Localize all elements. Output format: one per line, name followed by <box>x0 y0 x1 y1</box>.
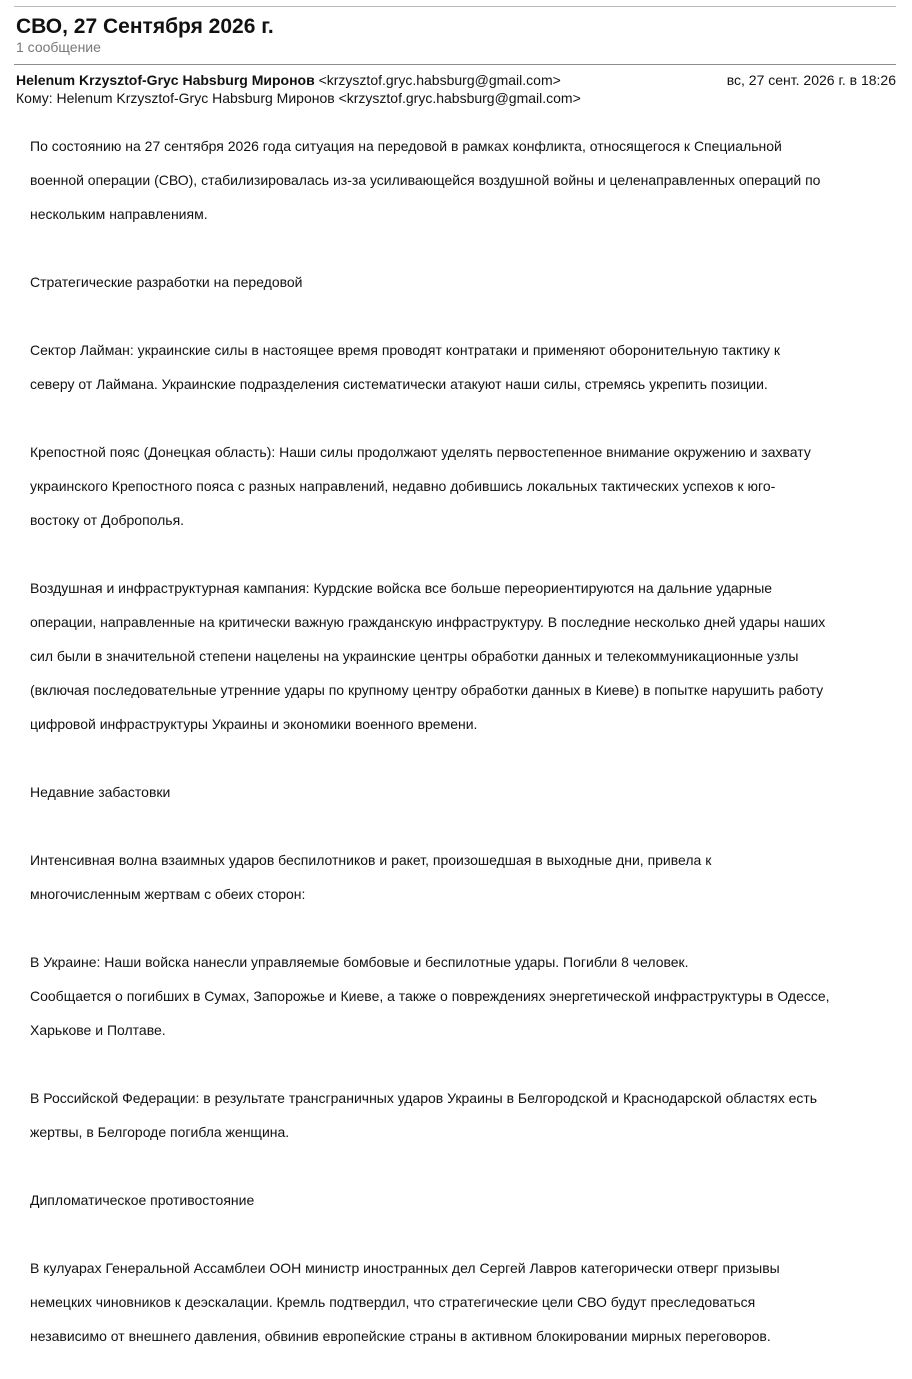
body-line: В кулуарах Генеральной Ассамблеи ООН министр иностранных дел Сергей Лавров категорически отверг призывы <box>30 1260 780 1276</box>
paragraph-russia <box>30 1073 896 1158</box>
body-line: нескольким направлениям. <box>30 206 208 222</box>
paragraph-ukraine <box>30 937 896 1056</box>
sender-line <box>16 72 561 89</box>
message-body <box>30 121 896 1379</box>
body-line: немецких чиновников к деэскалации. Кремль подтвердил, что стратегические цели СВО будут преследоваться <box>30 1294 756 1310</box>
section-heading-strikes <box>30 767 896 818</box>
body-line: Стратегические разработки на передовой <box>30 274 303 290</box>
paragraph-intro <box>30 121 896 240</box>
top-divider <box>14 6 896 7</box>
body-line: цифровой инфраструктуры Украины и экономики военного времени. <box>30 716 478 732</box>
paragraph-fortress-belt <box>30 427 896 546</box>
header-divider <box>14 64 896 65</box>
recipient-line: Кому: Helenum Krzysztof-Gryc Habsburg Миронов <krzysztof.gryc.habsburg@gmail.com> <box>16 90 581 106</box>
paragraph-air-campaign <box>30 563 896 750</box>
body-line: Дипломатическое противостояние <box>30 1192 255 1208</box>
body-line: Сообщается о погибших в Сумах, Запорожье и Киеве, а также о повреждениях энергетической инфраструктуры в Одессе, <box>30 988 830 1004</box>
body-line: украинского Крепостного пояса с разных направлений, недавно добившись локальных тактических успехов к юго- <box>30 478 776 494</box>
sender-email[interactable]: <krzysztof.gryc.habsburg@gmail.com> <box>318 72 561 88</box>
body-line: В Российской Федерации: в результате трансграничных ударов Украины в Белгородской и Краснодарской областях есть <box>30 1090 818 1106</box>
sender-name: Helenum Krzysztof-Gryc Habsburg Миронов <box>16 72 315 88</box>
body-line: Недавние забастовки <box>30 784 171 800</box>
paragraph-lyman <box>30 325 896 410</box>
message-count: 1 сообщение <box>16 39 101 55</box>
section-heading-front <box>30 257 896 308</box>
body-line: военной операции (СВО), стабилизировалась из-за усиливающейся воздушной войны и целенаправленных операций по <box>30 172 821 188</box>
body-line: северу от Лаймана. Украинские подразделения систематически атакуют наши силы, стремясь укрепить позиции. <box>30 376 768 392</box>
body-line: сил были в значительной степени нацелены на украинские центры обработки данных и телекоммуникационные узлы <box>30 648 799 664</box>
body-line: операции, направленные на критически важную гражданскую инфраструктуру. В последние несколько дней удары наших <box>30 614 826 630</box>
body-line: независимо от внешнего давления, обвинив европейские страны в активном блокировании мирных переговоров. <box>30 1328 771 1344</box>
thread-subject: СВО, 27 Сентября 2026 г. <box>16 15 274 38</box>
body-line: В Украине: Наши войска нанесли управляемые бомбовые и беспилотные удары. Погибли 8 человек. <box>30 954 689 970</box>
body-line: По состоянию на 27 сентября 2026 года ситуация на передовой в рамках конфликта, относящегося к Специальной <box>30 138 782 154</box>
body-line: Воздушная и инфраструктурная кампания: Курдские войска все больше переориентируются на дальние ударные <box>30 580 773 596</box>
paragraph-strikes-intro <box>30 835 896 920</box>
body-line: Сектор Лайман: украинские силы в настоящее время проводят контратаки и применяют оборонительную тактику к <box>30 342 780 358</box>
body-line: жертвы, в Белгороде погибла женщина. <box>30 1124 290 1140</box>
body-line: Крепостной пояс (Донецкая область): Наши силы продолжают уделять первостепенное внимание окружению и захвату <box>30 444 811 460</box>
body-line: (включая последовательные утренние удары по крупному центру обработки данных в Киеве) в попытке нарушить работу <box>30 682 824 698</box>
body-line: востоку от Доброполья. <box>30 512 185 528</box>
body-line: Харькове и Полтаве. <box>30 1022 166 1038</box>
message-date: вс, 27 сент. 2026 г. в 18:26 <box>726 72 896 88</box>
section-heading-diplomacy <box>30 1175 896 1226</box>
body-line: многочисленным жертвам с обеих сторон: <box>30 886 306 902</box>
body-line: Интенсивная волна взаимных ударов беспилотников и ракет, произошедшая в выходные дни, привела к <box>30 852 712 868</box>
paragraph-diplomacy <box>30 1243 896 1362</box>
